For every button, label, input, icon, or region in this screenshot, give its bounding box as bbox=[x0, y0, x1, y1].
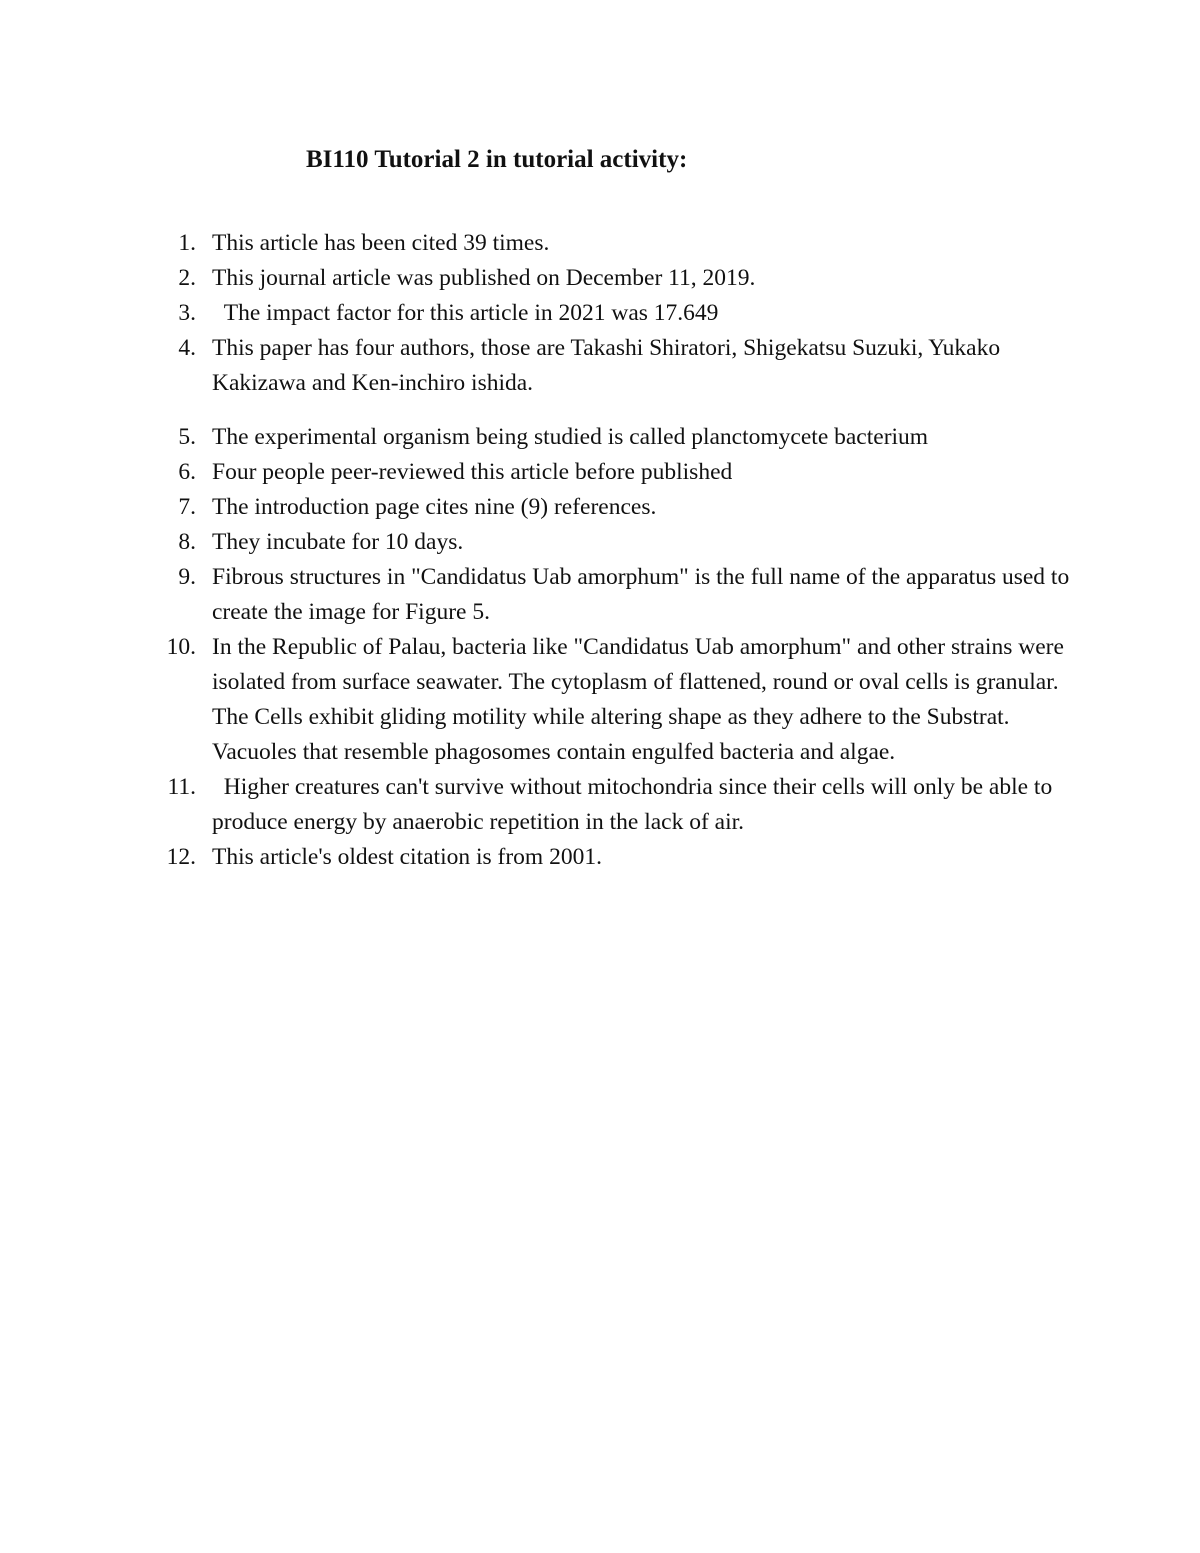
item-text: This journal article was published on December 11, 2019. bbox=[212, 265, 756, 291]
list-item bbox=[0, 490, 1072, 525]
item-number: 11. bbox=[167, 774, 196, 800]
list-item bbox=[0, 331, 1072, 401]
list-item bbox=[0, 560, 1072, 630]
list-item bbox=[0, 455, 1072, 490]
item-number: 6. bbox=[178, 459, 196, 485]
item-text: The experimental organism being studied is called planctomycete bacterium bbox=[212, 424, 929, 450]
document-title: BI110 Tutorial 2 in tutorial activity: bbox=[306, 146, 688, 173]
item-number: 7. bbox=[178, 494, 196, 520]
item-text: The impact factor for this article in 2021 was 17.649 bbox=[212, 300, 719, 326]
item-text: This paper has four authors, those are Takashi Shiratori, Shigekatsu Suzuki, Yukako Kakizawa and Ken-inchiro ishida. bbox=[212, 335, 1001, 396]
list-item bbox=[0, 420, 1072, 455]
item-number: 8. bbox=[178, 529, 196, 555]
item-text: The introduction page cites nine (9) references. bbox=[212, 494, 657, 520]
item-number: 1. bbox=[178, 230, 196, 256]
list-item bbox=[0, 630, 1072, 770]
list-item bbox=[0, 296, 1072, 331]
item-text: Higher creatures can't survive without mitochondria since their cells will only be able to produce energy by anaerobic repetition in the lack of air. bbox=[212, 774, 1059, 835]
item-text: This article's oldest citation is from 2001. bbox=[212, 844, 602, 870]
list-item bbox=[0, 261, 1072, 296]
list-item bbox=[0, 525, 1072, 560]
list-item bbox=[0, 226, 1072, 261]
list-item bbox=[0, 840, 1072, 875]
item-text: This article has been cited 39 times. bbox=[212, 230, 550, 256]
list-item bbox=[0, 770, 1072, 840]
item-number: 3. bbox=[178, 300, 196, 326]
answer-list bbox=[0, 226, 1200, 875]
item-text: Fibrous structures in "Candidatus Uab amorphum" is the full name of the apparatus used to create the image for Figure 5. bbox=[212, 564, 1070, 625]
item-number: 5. bbox=[178, 424, 196, 450]
item-text: They incubate for 10 days. bbox=[212, 529, 464, 555]
item-text: In the Republic of Palau, bacteria like "Candidatus Uab amorphum" and other strains were isolated from surface seawater. The cytoplasm of flattened, round or oval cells is granular. The Cells exhibit gliding motility while altering shape as they adhere to the Substrat. Vacuoles that resemble phagosomes contain engulfed bacteria and algae. bbox=[212, 634, 1064, 765]
item-text: Four people peer-reviewed this article before published bbox=[212, 459, 733, 485]
item-number: 10. bbox=[166, 634, 196, 660]
item-number: 9. bbox=[178, 564, 196, 590]
item-number: 12. bbox=[166, 844, 196, 870]
item-number: 4. bbox=[178, 335, 196, 361]
item-number: 2. bbox=[178, 265, 196, 291]
